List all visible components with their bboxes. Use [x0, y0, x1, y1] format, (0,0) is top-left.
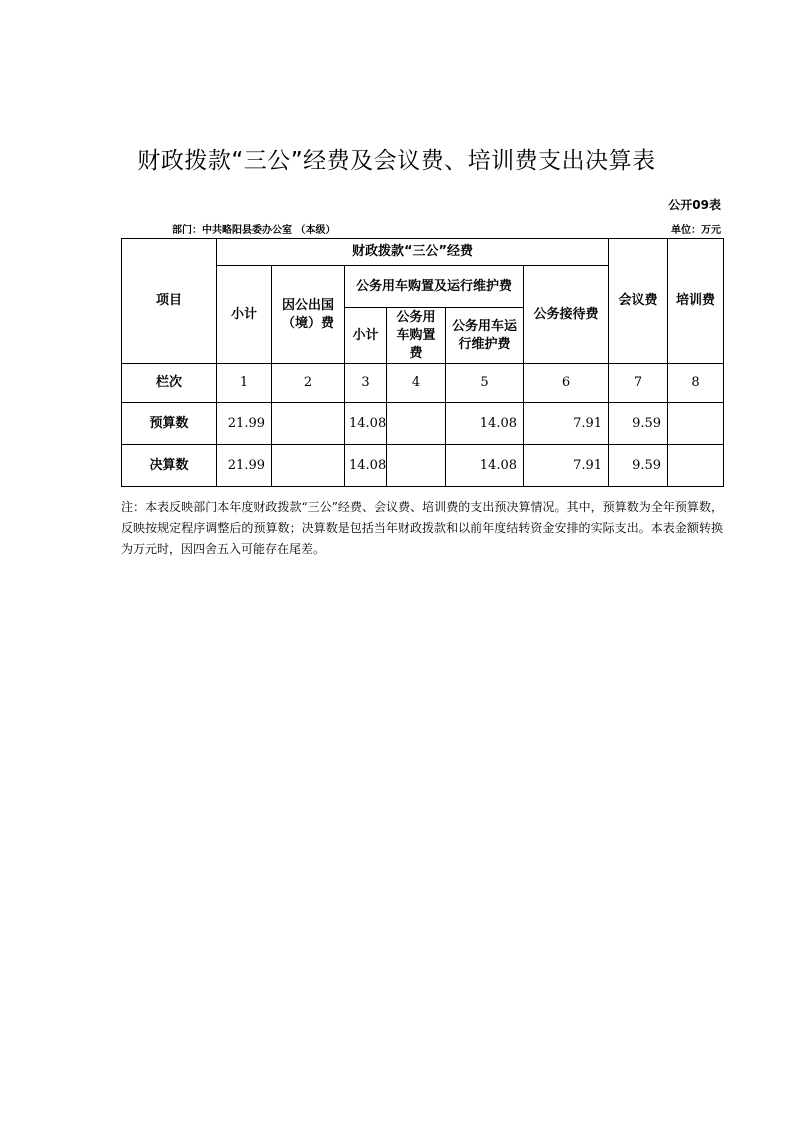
cell-value	[387, 403, 446, 445]
row-label-final: 决算数	[122, 445, 217, 487]
department-label: 部门：中共略阳县委办公室 （本级）	[172, 225, 336, 236]
cell-value	[668, 403, 724, 445]
table-row	[122, 445, 724, 487]
header-vehicle-maintenance: 公务用车运行维护费	[446, 308, 524, 364]
cell-value: 14.08	[446, 403, 524, 445]
footnote: 注：本表反映部门本年度财政拨款“三公”经费、会议费、培训费的支出预决算情况。其中，预算数为全年预算数，反映按规定程序调整后的预算数；决算数是包括当年财政拨款和以前年度结转资金安排的实际支出。本表金额转换为万元时，因四舍五入可能存在尾差。	[121, 500, 723, 556]
cell-value: 7.91	[524, 403, 609, 445]
column-label: 栏次	[122, 364, 217, 403]
unit-label: 单位：万元	[671, 225, 721, 236]
header-meeting: 会议费	[609, 239, 668, 364]
cell-value	[272, 445, 345, 487]
header-abroad: 因公出国（境）费	[272, 266, 345, 364]
cell-value: 14.08	[446, 445, 524, 487]
page-title: 财政拨款“三公”经费及会议费、培训费支出决算表	[137, 148, 656, 174]
expenditure-table	[121, 238, 724, 487]
cell-value: 14.08	[345, 403, 387, 445]
table-row	[122, 403, 724, 445]
column-number: 7	[609, 364, 668, 403]
column-number: 5	[446, 364, 524, 403]
column-number: 2	[272, 364, 345, 403]
cell-value	[272, 403, 345, 445]
header-training: 培训费	[668, 239, 724, 364]
cell-value: 7.91	[524, 445, 609, 487]
header-three-public: 财政拨款“三公”经费	[217, 239, 609, 266]
header-reception: 公务接待费	[524, 266, 609, 364]
cell-value: 9.59	[609, 445, 668, 487]
cell-value	[668, 445, 724, 487]
header-vehicle-purchase: 公务用车购置费	[387, 308, 446, 364]
header-vehicle-subtotal: 小计	[345, 308, 387, 364]
column-number: 1	[217, 364, 272, 403]
column-number: 3	[345, 364, 387, 403]
column-number: 6	[524, 364, 609, 403]
form-number: 公开09表	[668, 198, 721, 212]
header-project: 项目	[122, 239, 217, 364]
cell-value: 21.99	[217, 445, 272, 487]
cell-value: 14.08	[345, 445, 387, 487]
cell-value: 21.99	[217, 403, 272, 445]
cell-value	[387, 445, 446, 487]
header-subtotal: 小计	[217, 266, 272, 364]
column-number: 4	[387, 364, 446, 403]
column-number: 8	[668, 364, 724, 403]
cell-value: 9.59	[609, 403, 668, 445]
header-vehicle-group: 公务用车购置及运行维护费	[345, 266, 524, 308]
row-label-budget: 预算数	[122, 403, 217, 445]
